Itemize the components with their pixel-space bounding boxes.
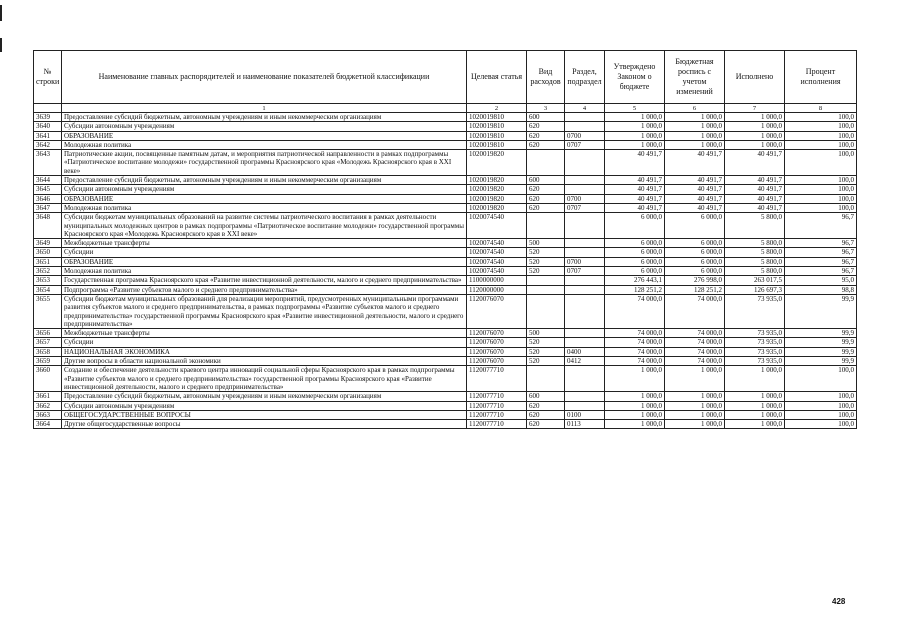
row-name-cell: Подпрограмма «Развитие субъектов малого и среднего предпринимательства» xyxy=(62,285,467,294)
target-article-cell: 1120000000 xyxy=(467,285,527,294)
table-row xyxy=(34,248,857,257)
section-code-cell: 0700 xyxy=(565,194,605,203)
column-number-cell: 7 xyxy=(725,104,785,113)
target-article-cell: 1020074540 xyxy=(467,213,527,239)
approved-amount-cell: 1 000,0 xyxy=(605,420,665,429)
row-name-cell: Субсидии xyxy=(62,338,467,347)
executed-amount-cell: 5 800,0 xyxy=(725,239,785,248)
row-name-cell: ОБРАЗОВАНИЕ xyxy=(62,257,467,266)
row-number-cell: 3640 xyxy=(34,122,62,131)
percent-executed-cell: 100,0 xyxy=(785,140,857,149)
percent-executed-cell: 100,0 xyxy=(785,131,857,140)
expense-kind-cell xyxy=(527,294,565,328)
target-article-cell: 1020074540 xyxy=(467,257,527,266)
target-article-cell: 1120076070 xyxy=(467,329,527,338)
expense-kind-cell xyxy=(527,150,565,176)
budget-list-amount-cell: 6 000,0 xyxy=(665,239,725,248)
row-number-cell: 3643 xyxy=(34,150,62,176)
row-name-cell: Молодежная политика xyxy=(62,140,467,149)
section-code-cell xyxy=(565,338,605,347)
budget-list-amount-cell: 1 000,0 xyxy=(665,113,725,122)
percent-executed-cell: 96,7 xyxy=(785,239,857,248)
approved-amount-cell: 74 000,0 xyxy=(605,357,665,366)
row-number-cell: 3647 xyxy=(34,203,62,212)
header-target-article: Целевая статья xyxy=(467,51,527,104)
section-code-cell: 0400 xyxy=(565,347,605,356)
page-number: 428 xyxy=(832,597,846,606)
percent-executed-cell: 100,0 xyxy=(785,113,857,122)
table-row xyxy=(34,131,857,140)
approved-amount-cell: 74 000,0 xyxy=(605,329,665,338)
approved-amount-cell: 1 000,0 xyxy=(605,140,665,149)
percent-executed-cell: 100,0 xyxy=(785,366,857,392)
approved-amount-cell: 1 000,0 xyxy=(605,113,665,122)
budget-list-amount-cell: 1 000,0 xyxy=(665,410,725,419)
row-name-cell: Субсидии автономным учреждениям xyxy=(62,185,467,194)
percent-executed-cell: 96,7 xyxy=(785,267,857,276)
row-number-cell: 3663 xyxy=(34,410,62,419)
section-code-cell xyxy=(565,239,605,248)
executed-amount-cell: 1 000,0 xyxy=(725,366,785,392)
row-number-cell: 3649 xyxy=(34,239,62,248)
row-number-cell: 3656 xyxy=(34,329,62,338)
percent-executed-cell: 100,0 xyxy=(785,392,857,401)
column-number-cell: 6 xyxy=(665,104,725,113)
executed-amount-cell: 73 935,0 xyxy=(725,294,785,328)
budget-list-amount-cell: 276 998,0 xyxy=(665,276,725,285)
row-number-cell: 3639 xyxy=(34,113,62,122)
row-name-cell: Субсидии xyxy=(62,248,467,257)
executed-amount-cell: 126 697,3 xyxy=(725,285,785,294)
expense-kind-cell: 600 xyxy=(527,176,565,185)
target-article-cell: 1120076070 xyxy=(467,347,527,356)
budget-list-amount-cell: 40 491,7 xyxy=(665,176,725,185)
executed-amount-cell: 5 800,0 xyxy=(725,248,785,257)
approved-amount-cell: 6 000,0 xyxy=(605,248,665,257)
expense-kind-cell: 520 xyxy=(527,257,565,266)
approved-amount-cell: 40 491,7 xyxy=(605,150,665,176)
executed-amount-cell: 1 000,0 xyxy=(725,410,785,419)
budget-list-amount-cell: 74 000,0 xyxy=(665,338,725,347)
approved-amount-cell: 74 000,0 xyxy=(605,347,665,356)
section-code-cell xyxy=(565,248,605,257)
expense-kind-cell: 620 xyxy=(527,194,565,203)
row-name-cell: ОБРАЗОВАНИЕ xyxy=(62,194,467,203)
budget-list-amount-cell: 40 491,7 xyxy=(665,185,725,194)
percent-executed-cell: 100,0 xyxy=(785,401,857,410)
row-name-cell: Субсидии бюджетам муниципальных образований на развитие системы патриотического воспитания в рамках деятельности муниципальных молодежных центров в рамках подпрограммы «Патриотическое воспитание молодежи» государственной программы Красноярского края «Молодежь Красноярского края в XXI веке» xyxy=(62,213,467,239)
percent-executed-cell: 100,0 xyxy=(785,150,857,176)
approved-amount-cell: 6 000,0 xyxy=(605,257,665,266)
expense-kind-cell: 620 xyxy=(527,401,565,410)
row-number-cell: 3646 xyxy=(34,194,62,203)
table-row xyxy=(34,338,857,347)
approved-amount-cell: 40 491,7 xyxy=(605,176,665,185)
scan-edge-mark xyxy=(0,5,2,21)
executed-amount-cell: 1 000,0 xyxy=(725,122,785,131)
table-row xyxy=(34,257,857,266)
percent-executed-cell: 96,7 xyxy=(785,213,857,239)
column-number-cell: 3 xyxy=(527,104,565,113)
budget-list-amount-cell: 1 000,0 xyxy=(665,392,725,401)
row-name-cell: Предоставление субсидий бюджетным, автономным учреждениям и иным некоммерческим организациям xyxy=(62,113,467,122)
executed-amount-cell: 40 491,7 xyxy=(725,194,785,203)
scan-edge-mark xyxy=(0,38,2,52)
section-code-cell xyxy=(565,150,605,176)
header-percent: Процент исполнения xyxy=(785,51,857,104)
percent-executed-cell: 99,9 xyxy=(785,294,857,328)
budget-list-amount-cell: 1 000,0 xyxy=(665,401,725,410)
header-executed: Исполнено xyxy=(725,51,785,104)
header-expense-kind: Вид расходов xyxy=(527,51,565,104)
column-number-cell: 5 xyxy=(605,104,665,113)
executed-amount-cell: 1 000,0 xyxy=(725,113,785,122)
row-number-cell: 3642 xyxy=(34,140,62,149)
section-code-cell: 0707 xyxy=(565,140,605,149)
column-number-cell xyxy=(34,104,62,113)
expense-kind-cell: 520 xyxy=(527,357,565,366)
percent-executed-cell: 100,0 xyxy=(785,203,857,212)
target-article-cell: 1020074540 xyxy=(467,248,527,257)
table-row xyxy=(34,267,857,276)
target-article-cell: 1020019810 xyxy=(467,122,527,131)
row-name-cell: Субсидии автономным учреждениям xyxy=(62,122,467,131)
percent-executed-cell: 96,7 xyxy=(785,257,857,266)
row-number-cell: 3651 xyxy=(34,257,62,266)
column-number-cell: 4 xyxy=(565,104,605,113)
expense-kind-cell: 620 xyxy=(527,203,565,212)
row-name-cell: Создание и обеспечение деятельности краевого центра инноваций социальной сферы Красноярского края в рамках подпрограммы «Развитие субъектов малого и среднего предпринимательства» государственной программы Красноярского края «Развитие инвестиционной деятельности, малого и среднего предпринимательства» xyxy=(62,366,467,392)
section-code-cell xyxy=(565,285,605,294)
table-row xyxy=(34,276,857,285)
budget-list-amount-cell: 6 000,0 xyxy=(665,267,725,276)
row-name-cell: Субсидии автономным учреждениям xyxy=(62,401,467,410)
row-number-cell: 3664 xyxy=(34,420,62,429)
approved-amount-cell: 6 000,0 xyxy=(605,213,665,239)
row-number-cell: 3644 xyxy=(34,176,62,185)
header-approved: Утверждено Законом о бюджете xyxy=(605,51,665,104)
section-code-cell: 0707 xyxy=(565,267,605,276)
executed-amount-cell: 40 491,7 xyxy=(725,203,785,212)
target-article-cell: 1020019810 xyxy=(467,131,527,140)
executed-amount-cell: 73 935,0 xyxy=(725,329,785,338)
table-row xyxy=(34,239,857,248)
section-code-cell xyxy=(565,185,605,194)
row-name-cell: Молодежная политика xyxy=(62,267,467,276)
table-row xyxy=(34,150,857,176)
executed-amount-cell: 40 491,7 xyxy=(725,176,785,185)
header-row-number: № строки xyxy=(34,51,62,104)
executed-amount-cell: 1 000,0 xyxy=(725,420,785,429)
row-name-cell: Межбюджетные трансферты xyxy=(62,239,467,248)
expense-kind-cell: 620 xyxy=(527,122,565,131)
budget-list-amount-cell: 74 000,0 xyxy=(665,347,725,356)
header-budget-list: Бюджетная роспись с учетом изменений xyxy=(665,51,725,104)
approved-amount-cell: 1 000,0 xyxy=(605,392,665,401)
approved-amount-cell: 40 491,7 xyxy=(605,203,665,212)
budget-list-amount-cell: 1 000,0 xyxy=(665,140,725,149)
executed-amount-cell: 263 017,5 xyxy=(725,276,785,285)
executed-amount-cell: 40 491,7 xyxy=(725,150,785,176)
budget-list-amount-cell: 40 491,7 xyxy=(665,194,725,203)
executed-amount-cell: 40 491,7 xyxy=(725,185,785,194)
approved-amount-cell: 1 000,0 xyxy=(605,410,665,419)
row-name-cell: Другие общегосударственные вопросы xyxy=(62,420,467,429)
expense-kind-cell xyxy=(527,366,565,392)
target-article-cell: 1120077710 xyxy=(467,366,527,392)
budget-list-amount-cell: 40 491,7 xyxy=(665,203,725,212)
section-code-cell: 0100 xyxy=(565,410,605,419)
section-code-cell: 0700 xyxy=(565,131,605,140)
table-row xyxy=(34,213,857,239)
target-article-cell: 1020019810 xyxy=(467,140,527,149)
table-row xyxy=(34,203,857,212)
expense-kind-cell: 620 xyxy=(527,420,565,429)
row-number-cell: 3648 xyxy=(34,213,62,239)
target-article-cell: 1120077710 xyxy=(467,401,527,410)
section-code-cell xyxy=(565,392,605,401)
table-row xyxy=(34,401,857,410)
budget-list-amount-cell: 74 000,0 xyxy=(665,357,725,366)
table-row xyxy=(34,194,857,203)
executed-amount-cell: 5 800,0 xyxy=(725,267,785,276)
table-row xyxy=(34,185,857,194)
row-name-cell: Другие вопросы в области национальной экономики xyxy=(62,357,467,366)
header-section: Раздел, подраздел xyxy=(565,51,605,104)
table-row xyxy=(34,285,857,294)
percent-executed-cell: 99,9 xyxy=(785,357,857,366)
target-article-cell: 1120076070 xyxy=(467,357,527,366)
approved-amount-cell: 6 000,0 xyxy=(605,267,665,276)
row-name-cell: Межбюджетные трансферты xyxy=(62,329,467,338)
section-code-cell xyxy=(565,329,605,338)
budget-list-amount-cell: 1 000,0 xyxy=(665,366,725,392)
row-number-cell: 3645 xyxy=(34,185,62,194)
row-name-cell: Предоставление субсидий бюджетным, автономным учреждениям и иным некоммерческим организациям xyxy=(62,392,467,401)
section-code-cell: 0113 xyxy=(565,420,605,429)
section-code-cell: 0412 xyxy=(565,357,605,366)
target-article-cell: 1120076070 xyxy=(467,338,527,347)
section-code-cell xyxy=(565,213,605,239)
executed-amount-cell: 1 000,0 xyxy=(725,131,785,140)
row-number-cell: 3652 xyxy=(34,267,62,276)
percent-executed-cell: 98,8 xyxy=(785,285,857,294)
budget-list-amount-cell: 128 251,2 xyxy=(665,285,725,294)
section-code-cell: 0707 xyxy=(565,203,605,212)
table-row xyxy=(34,329,857,338)
approved-amount-cell: 1 000,0 xyxy=(605,366,665,392)
expense-kind-cell: 500 xyxy=(527,239,565,248)
row-number-cell: 3660 xyxy=(34,366,62,392)
budget-list-amount-cell: 6 000,0 xyxy=(665,213,725,239)
expense-kind-cell xyxy=(527,276,565,285)
column-number-cell: 8 xyxy=(785,104,857,113)
table-row xyxy=(34,366,857,392)
budget-list-amount-cell: 1 000,0 xyxy=(665,420,725,429)
percent-executed-cell: 100,0 xyxy=(785,122,857,131)
target-article-cell: 1120076070 xyxy=(467,294,527,328)
approved-amount-cell: 74 000,0 xyxy=(605,338,665,347)
percent-executed-cell: 100,0 xyxy=(785,420,857,429)
expense-kind-cell: 500 xyxy=(527,329,565,338)
table-row xyxy=(34,357,857,366)
executed-amount-cell: 73 935,0 xyxy=(725,347,785,356)
row-number-cell: 3662 xyxy=(34,401,62,410)
table-header-row xyxy=(34,51,857,104)
percent-executed-cell: 99,9 xyxy=(785,338,857,347)
section-code-cell xyxy=(565,122,605,131)
row-name-cell: Молодежная политика xyxy=(62,203,467,212)
table-row xyxy=(34,420,857,429)
target-article-cell: 1020019820 xyxy=(467,203,527,212)
expense-kind-cell: 620 xyxy=(527,131,565,140)
target-article-cell: 1020074540 xyxy=(467,239,527,248)
approved-amount-cell: 276 443,1 xyxy=(605,276,665,285)
target-article-cell: 1020019820 xyxy=(467,150,527,176)
target-article-cell: 1020019820 xyxy=(467,194,527,203)
percent-executed-cell: 100,0 xyxy=(785,194,857,203)
table-row xyxy=(34,176,857,185)
table-row xyxy=(34,392,857,401)
table-row xyxy=(34,140,857,149)
row-name-cell: ОБЩЕГОСУДАРСТВЕННЫЕ ВОПРОСЫ xyxy=(62,410,467,419)
row-number-cell: 3659 xyxy=(34,357,62,366)
target-article-cell: 1120077710 xyxy=(467,392,527,401)
row-number-cell: 3657 xyxy=(34,338,62,347)
approved-amount-cell: 40 491,7 xyxy=(605,194,665,203)
header-name: Наименование главных распорядителей и наименование показателей бюджетной классификации xyxy=(62,51,467,104)
target-article-cell: 1020019820 xyxy=(467,176,527,185)
table-row xyxy=(34,113,857,122)
column-number-cell: 1 xyxy=(62,104,467,113)
approved-amount-cell: 1 000,0 xyxy=(605,122,665,131)
section-code-cell xyxy=(565,113,605,122)
approved-amount-cell: 1 000,0 xyxy=(605,131,665,140)
target-article-cell: 1120077710 xyxy=(467,410,527,419)
row-name-cell: Субсидии бюджетам муниципальных образований для реализации мероприятий, предусмотренных муниципальными программами развития субъектов малого и среднего предпринимательства, в рамках подпрограммы «Развитие субъектов малого и среднего предпринимательства» государственной программы Красноярского края «Развитие инвестиционной деятельности, малого и среднего предпринимательства» xyxy=(62,294,467,328)
column-number-row xyxy=(34,104,857,113)
expense-kind-cell: 520 xyxy=(527,248,565,257)
budget-list-amount-cell: 74 000,0 xyxy=(665,329,725,338)
executed-amount-cell: 1 000,0 xyxy=(725,401,785,410)
approved-amount-cell: 40 491,7 xyxy=(605,185,665,194)
expense-kind-cell: 600 xyxy=(527,113,565,122)
target-article-cell: 1020019820 xyxy=(467,185,527,194)
row-name-cell: ОБРАЗОВАНИЕ xyxy=(62,131,467,140)
percent-executed-cell: 99,9 xyxy=(785,329,857,338)
expense-kind-cell: 620 xyxy=(527,185,565,194)
percent-executed-cell: 100,0 xyxy=(785,185,857,194)
target-article-cell: 1100000000 xyxy=(467,276,527,285)
expense-kind-cell: 600 xyxy=(527,392,565,401)
section-code-cell xyxy=(565,294,605,328)
executed-amount-cell: 5 800,0 xyxy=(725,257,785,266)
approved-amount-cell: 1 000,0 xyxy=(605,401,665,410)
row-number-cell: 3658 xyxy=(34,347,62,356)
row-number-cell: 3653 xyxy=(34,276,62,285)
approved-amount-cell: 6 000,0 xyxy=(605,239,665,248)
budget-list-amount-cell: 1 000,0 xyxy=(665,131,725,140)
percent-executed-cell: 95,0 xyxy=(785,276,857,285)
budget-list-amount-cell: 6 000,0 xyxy=(665,257,725,266)
section-code-cell xyxy=(565,401,605,410)
section-code-cell xyxy=(565,176,605,185)
row-name-cell: Государственная программа Красноярского края «Развитие инвестиционной деятельности, малого и среднего предпринимательства» xyxy=(62,276,467,285)
row-number-cell: 3650 xyxy=(34,248,62,257)
row-number-cell: 3661 xyxy=(34,392,62,401)
executed-amount-cell: 5 800,0 xyxy=(725,213,785,239)
percent-executed-cell: 100,0 xyxy=(785,410,857,419)
table-row xyxy=(34,410,857,419)
expense-kind-cell: 520 xyxy=(527,347,565,356)
percent-executed-cell: 100,0 xyxy=(785,176,857,185)
expense-kind-cell: 620 xyxy=(527,140,565,149)
section-code-cell xyxy=(565,276,605,285)
table-row xyxy=(34,294,857,328)
expense-kind-cell: 520 xyxy=(527,267,565,276)
executed-amount-cell: 1 000,0 xyxy=(725,392,785,401)
target-article-cell: 1120077710 xyxy=(467,420,527,429)
section-code-cell xyxy=(565,366,605,392)
expense-kind-cell xyxy=(527,285,565,294)
row-name-cell: НАЦИОНАЛЬНАЯ ЭКОНОМИКА xyxy=(62,347,467,356)
row-name-cell: Патриотические акции, посвященные памятным датам, и мероприятия патриотической направленности в рамках подпрограммы «Патриотическое воспитание молодежи» государственной программы Красноярского края «Молодежь Красноярского края в XXI веке» xyxy=(62,150,467,176)
section-code-cell: 0700 xyxy=(565,257,605,266)
expense-kind-cell: 520 xyxy=(527,338,565,347)
target-article-cell: 1020074540 xyxy=(467,267,527,276)
budget-list-amount-cell: 40 491,7 xyxy=(665,150,725,176)
budget-list-amount-cell: 1 000,0 xyxy=(665,122,725,131)
budget-list-amount-cell: 6 000,0 xyxy=(665,248,725,257)
percent-executed-cell: 99,9 xyxy=(785,347,857,356)
target-article-cell: 1020019810 xyxy=(467,113,527,122)
executed-amount-cell: 73 935,0 xyxy=(725,357,785,366)
executed-amount-cell: 1 000,0 xyxy=(725,140,785,149)
table-row xyxy=(34,347,857,356)
column-number-cell: 2 xyxy=(467,104,527,113)
percent-executed-cell: 96,7 xyxy=(785,248,857,257)
budget-list-amount-cell: 74 000,0 xyxy=(665,294,725,328)
expense-kind-cell: 620 xyxy=(527,410,565,419)
row-number-cell: 3654 xyxy=(34,285,62,294)
executed-amount-cell: 73 935,0 xyxy=(725,338,785,347)
row-number-cell: 3641 xyxy=(34,131,62,140)
row-name-cell: Предоставление субсидий бюджетным, автономным учреждениям и иным некоммерческим организациям xyxy=(62,176,467,185)
approved-amount-cell: 128 251,2 xyxy=(605,285,665,294)
row-number-cell: 3655 xyxy=(34,294,62,328)
budget-table xyxy=(33,50,857,429)
expense-kind-cell xyxy=(527,213,565,239)
table-row xyxy=(34,122,857,131)
approved-amount-cell: 74 000,0 xyxy=(605,294,665,328)
